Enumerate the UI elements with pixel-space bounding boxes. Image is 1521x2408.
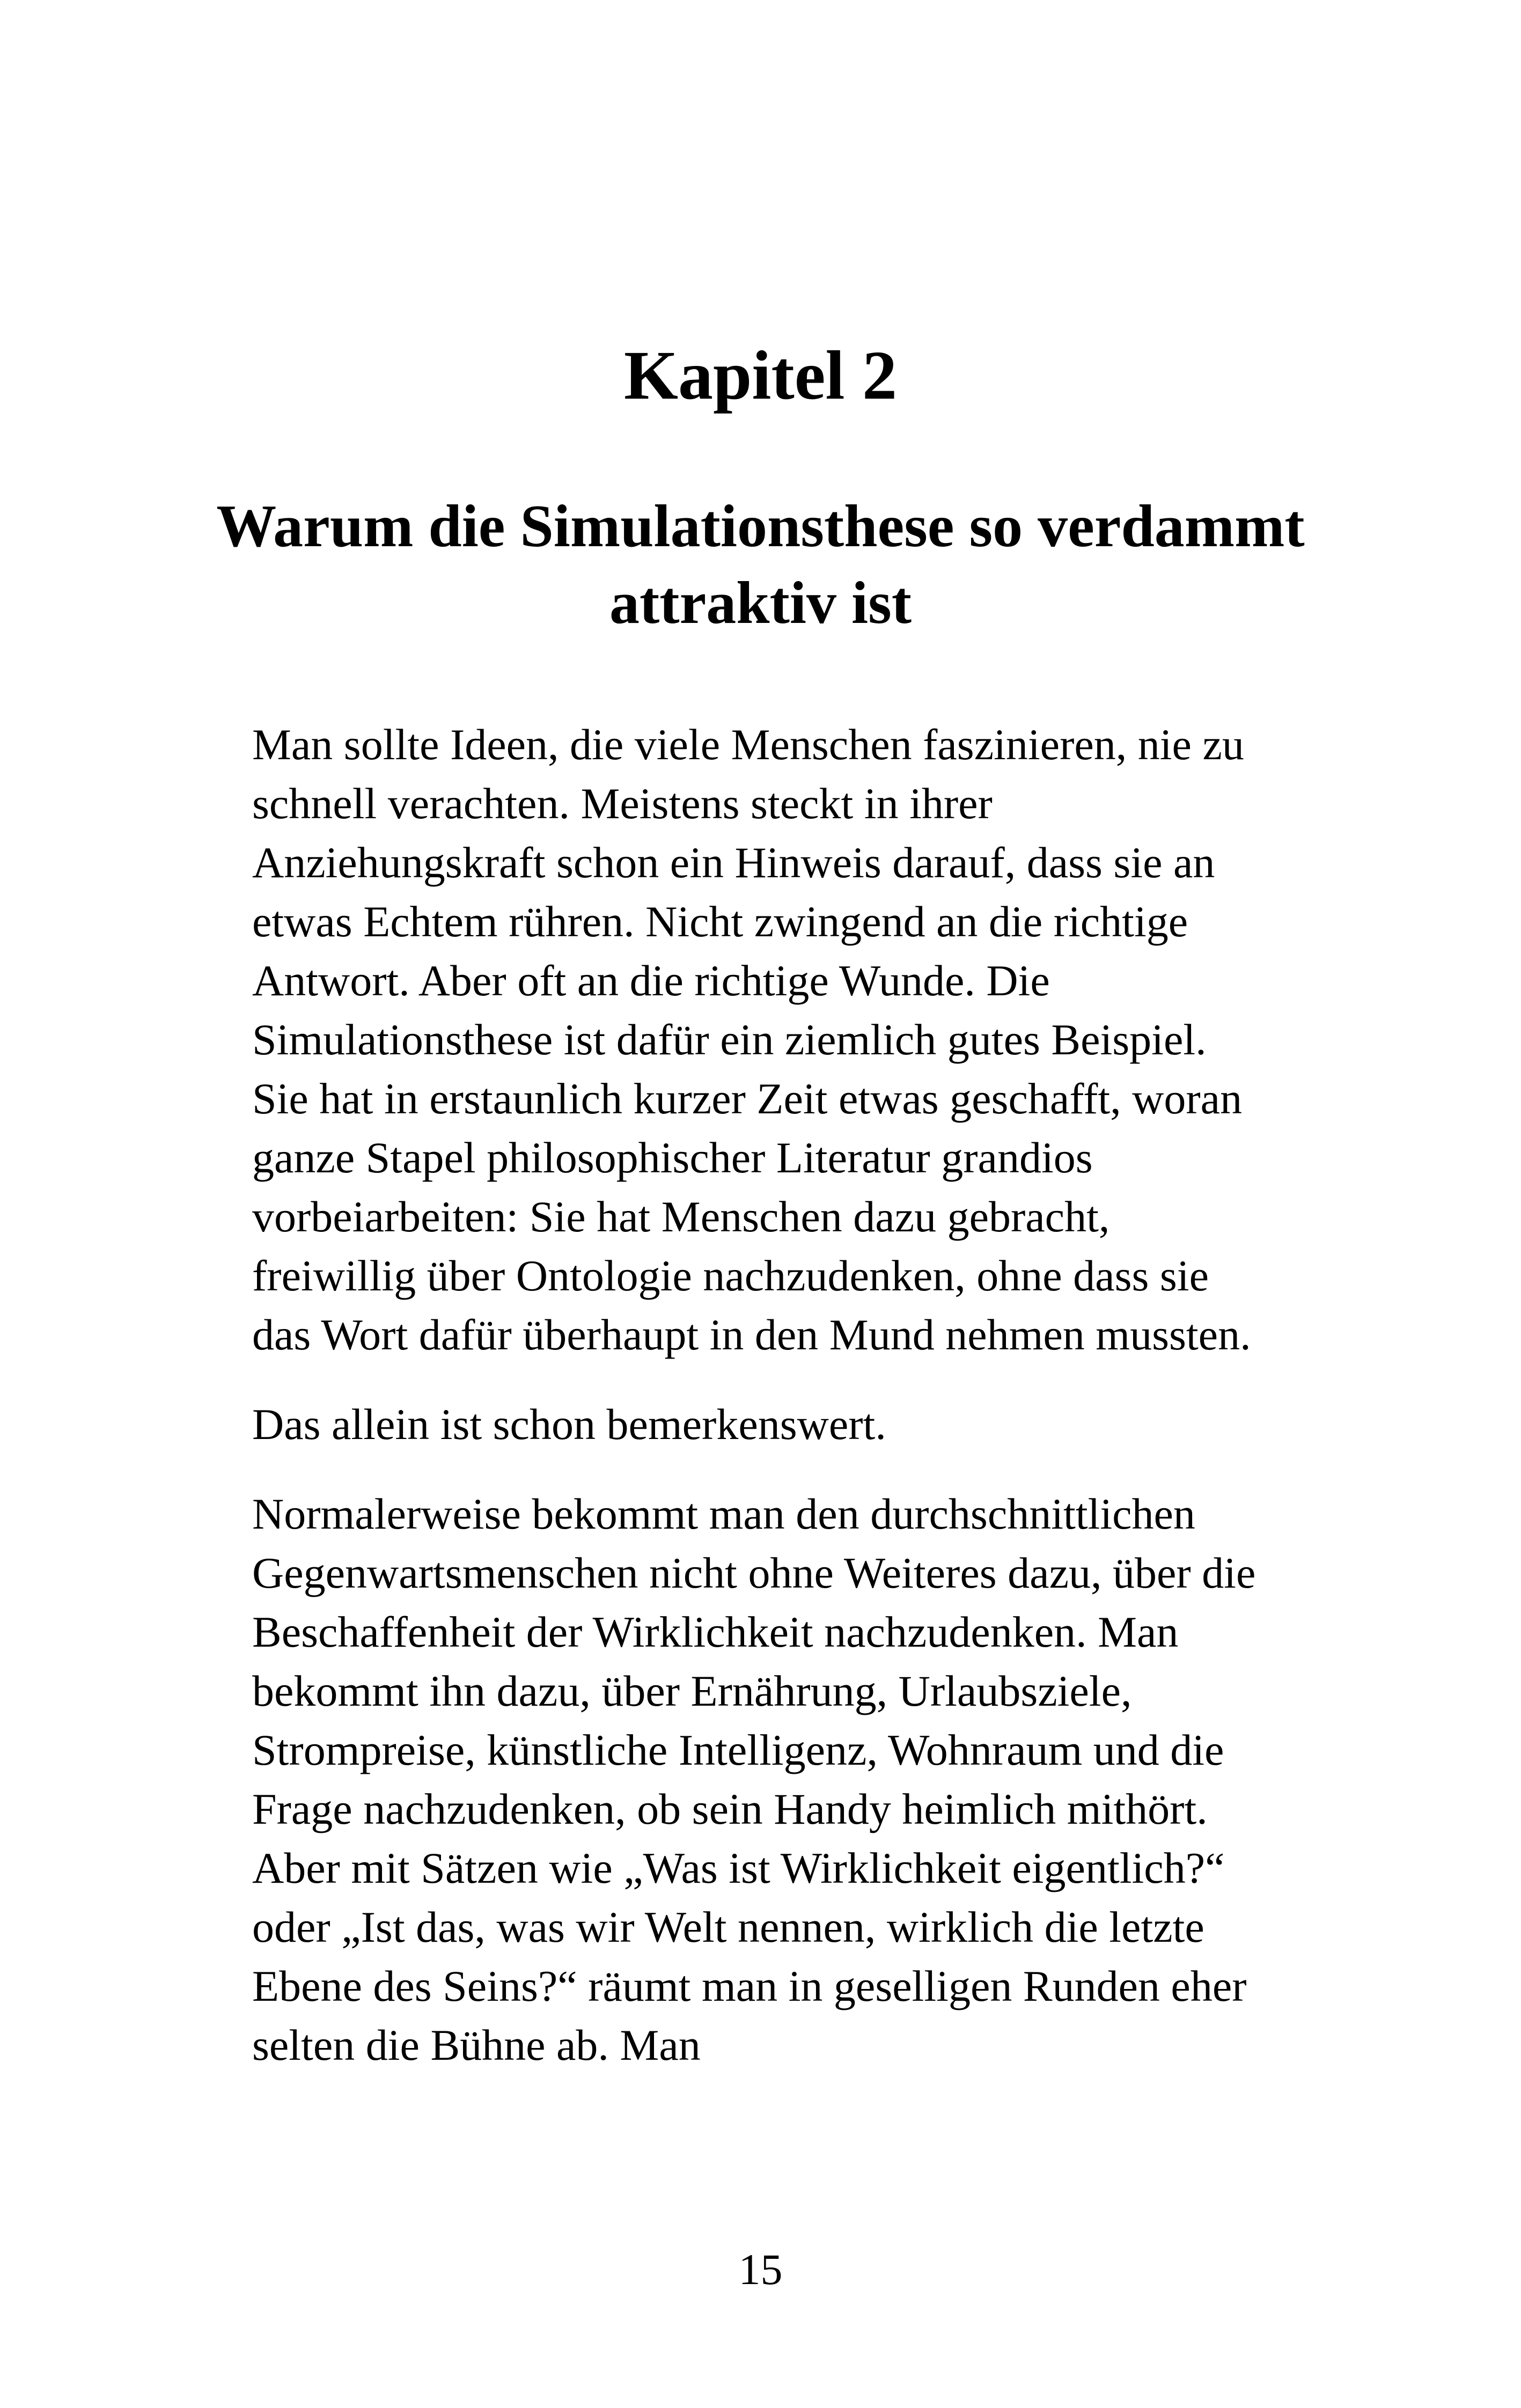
body-text [252, 715, 1272, 2105]
paragraph-1: Man sollte Ideen, die viele Menschen faszinieren, nie zu schnell verachten. Meistens steckt in ihrer Anziehungskraft schon ein Hinweis darauf, dass sie an etwas Echtem rühren. Nicht zwingend an die richtige Antwort. Aber oft an die richtige Wunde. Die Simulationsthese ist dafür ein ziemlich gutes Beispiel. Sie hat in erstaunlich kurzer Zeit etwas geschafft, woran ganze Stapel philosophischer Literatur grandios vorbeiarbeiten: Sie hat Menschen dazu gebracht, freiwillig über Ontologie nachzudenken, ohne dass sie das Wort dafür überhaupt in den Mund nehmen mussten. [252, 720, 1251, 1359]
paragraph-2: Das allein ist schon bemerkenswert. [252, 1400, 886, 1449]
chapter-label: Kapitel 2 [623, 337, 898, 414]
page-number: 15 [738, 2245, 783, 2294]
paragraph-3: Normalerweise bekommt man den durchschnittlichen Gegenwartsmenschen nicht ohne Weiteres dazu, über die Beschaffenheit der Wirklichkeit nachzudenken. Man bekommt ihn dazu, über Ernährung, Urlaubsziele, Strompreise, künstliche Intelligenz, Wohnraum und die Frage nachzudenken, ob sein Handy heimlich mithört. Aber mit Sätzen wie „Was ist Wirklichkeit eigentlich?“ oder „Ist das, was wir Welt nennen, wirklich die letzte Ebene des Seins?“ räumt man in geselligen Runden eher selten die Bühne ab. Man [252, 1489, 1256, 2069]
chapter-title: Warum die Simulationsthese so verdammt attraktiv ist [216, 493, 1305, 636]
